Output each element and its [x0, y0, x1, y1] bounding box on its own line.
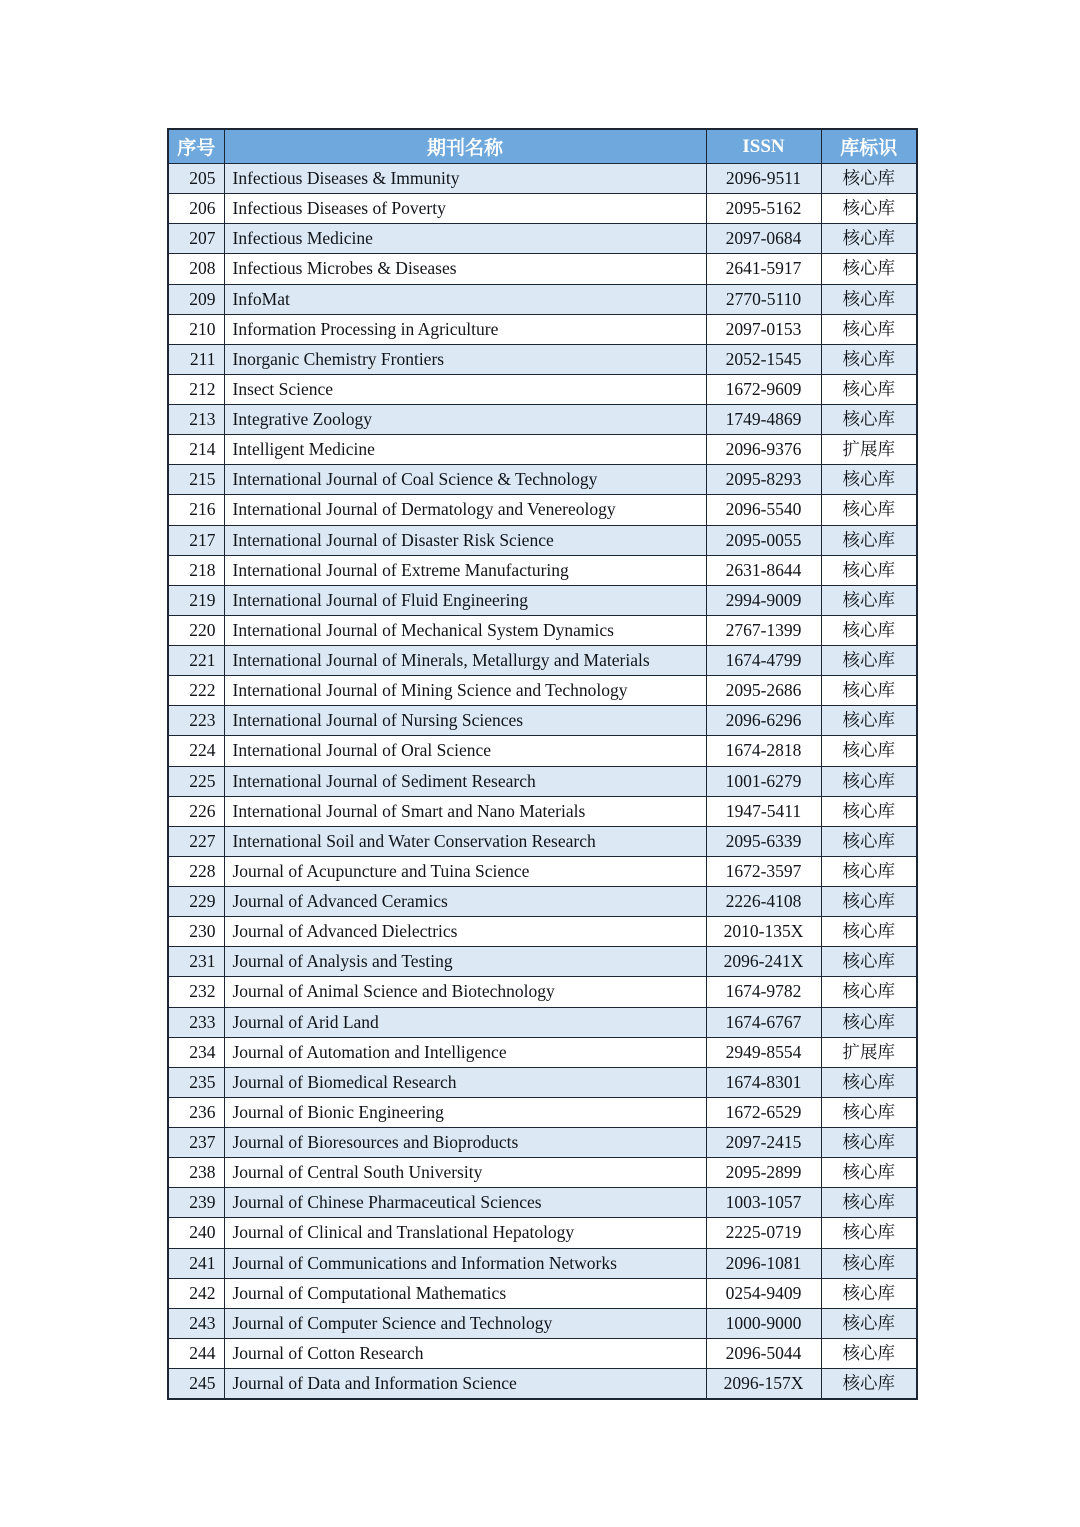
row-index-cell: 243: [168, 1308, 224, 1338]
table-row: [168, 1308, 917, 1338]
db-flag-cell: 核心库: [821, 405, 917, 435]
row-index-cell: 233: [168, 1007, 224, 1037]
row-index-cell: 210: [168, 314, 224, 344]
issn-cell: 2096-6296: [706, 706, 821, 736]
row-index-cell: 240: [168, 1218, 224, 1248]
journal-name-cell: Infectious Diseases & Immunity: [224, 164, 706, 194]
table-row: [168, 766, 917, 796]
db-flag-cell: 核心库: [821, 1007, 917, 1037]
table-row: [168, 164, 917, 194]
db-flag-cell: 核心库: [821, 465, 917, 495]
journal-name-cell: Journal of Analysis and Testing: [224, 947, 706, 977]
db-flag-cell: 核心库: [821, 555, 917, 585]
header-row: [168, 129, 917, 164]
journal-name-cell: Journal of Data and Information Science: [224, 1369, 706, 1400]
journal-name-cell: International Journal of Oral Science: [224, 736, 706, 766]
issn-cell: 2949-8554: [706, 1037, 821, 1067]
issn-cell: 1674-6767: [706, 1007, 821, 1037]
issn-cell: 1672-6529: [706, 1097, 821, 1127]
issn-cell: 1947-5411: [706, 796, 821, 826]
journal-name-cell: International Journal of Fluid Engineering: [224, 585, 706, 615]
row-index-cell: 244: [168, 1338, 224, 1368]
journal-name-cell: International Journal of Coal Science & Technology: [224, 465, 706, 495]
table-row: [168, 224, 917, 254]
table-row: [168, 585, 917, 615]
db-flag-cell: 核心库: [821, 856, 917, 886]
issn-cell: 2225-0719: [706, 1218, 821, 1248]
journal-name-cell: International Journal of Minerals, Metallurgy and Materials: [224, 646, 706, 676]
row-index-cell: 230: [168, 917, 224, 947]
db-flag-cell: 核心库: [821, 1158, 917, 1188]
table-row: [168, 405, 917, 435]
issn-cell: 2641-5917: [706, 254, 821, 284]
issn-cell: 2095-5162: [706, 194, 821, 224]
db-flag-cell: 核心库: [821, 796, 917, 826]
row-index-cell: 245: [168, 1369, 224, 1400]
row-index-cell: 212: [168, 374, 224, 404]
db-flag-cell: 核心库: [821, 374, 917, 404]
row-index-cell: 228: [168, 856, 224, 886]
row-index-cell: 209: [168, 284, 224, 314]
journal-name-cell: Journal of Animal Science and Biotechnology: [224, 977, 706, 1007]
db-flag-cell: 核心库: [821, 887, 917, 917]
db-flag-cell: 核心库: [821, 676, 917, 706]
issn-cell: 2096-5540: [706, 495, 821, 525]
row-index-cell: 225: [168, 766, 224, 796]
journal-name-cell: Integrative Zoology: [224, 405, 706, 435]
journal-name-cell: Journal of Computational Mathematics: [224, 1278, 706, 1308]
issn-cell: 2631-8644: [706, 555, 821, 585]
issn-cell: 2097-0684: [706, 224, 821, 254]
db-flag-cell: 核心库: [821, 314, 917, 344]
row-index-cell: 229: [168, 887, 224, 917]
row-index-cell: 215: [168, 465, 224, 495]
db-flag-cell: 核心库: [821, 1188, 917, 1218]
table-row: [168, 615, 917, 645]
issn-cell: 2095-2686: [706, 676, 821, 706]
row-index-cell: 220: [168, 615, 224, 645]
journal-name-cell: Journal of Computer Science and Technology: [224, 1308, 706, 1338]
db-flag-cell: 核心库: [821, 254, 917, 284]
db-flag-cell: 核心库: [821, 826, 917, 856]
column-header-issn: ISSN: [706, 129, 821, 164]
db-flag-cell: 核心库: [821, 1308, 917, 1338]
issn-cell: 2096-5044: [706, 1338, 821, 1368]
journal-name-cell: Journal of Clinical and Translational Hepatology: [224, 1218, 706, 1248]
journal-name-cell: Journal of Automation and Intelligence: [224, 1037, 706, 1067]
table-row: [168, 555, 917, 585]
row-index-cell: 218: [168, 555, 224, 585]
row-index-cell: 216: [168, 495, 224, 525]
journal-table: [167, 128, 918, 1400]
issn-cell: 1003-1057: [706, 1188, 821, 1218]
row-index-cell: 205: [168, 164, 224, 194]
row-index-cell: 234: [168, 1037, 224, 1067]
table-row: [168, 1007, 917, 1037]
issn-cell: 2096-9376: [706, 435, 821, 465]
db-flag-cell: 核心库: [821, 977, 917, 1007]
journal-name-cell: International Journal of Disaster Risk Science: [224, 525, 706, 555]
row-index-cell: 239: [168, 1188, 224, 1218]
table-row: [168, 1369, 917, 1400]
table-row: [168, 1158, 917, 1188]
issn-cell: 1674-8301: [706, 1067, 821, 1097]
journal-name-cell: InfoMat: [224, 284, 706, 314]
issn-cell: 2052-1545: [706, 344, 821, 374]
db-flag-cell: 核心库: [821, 1218, 917, 1248]
table-row: [168, 374, 917, 404]
table-row: [168, 284, 917, 314]
issn-cell: 2226-4108: [706, 887, 821, 917]
row-index-cell: 232: [168, 977, 224, 1007]
db-flag-cell: 核心库: [821, 344, 917, 374]
issn-cell: 1674-2818: [706, 736, 821, 766]
row-index-cell: 208: [168, 254, 224, 284]
table-row: [168, 1218, 917, 1248]
issn-cell: 2097-2415: [706, 1128, 821, 1158]
issn-cell: 2096-157X: [706, 1369, 821, 1400]
db-flag-cell: 核心库: [821, 1278, 917, 1308]
row-index-cell: 231: [168, 947, 224, 977]
journal-name-cell: Journal of Acupuncture and Tuina Science: [224, 856, 706, 886]
journal-name-cell: Information Processing in Agriculture: [224, 314, 706, 344]
db-flag-cell: 核心库: [821, 1067, 917, 1097]
table-row: [168, 977, 917, 1007]
table-row: [168, 1278, 917, 1308]
table-row: [168, 465, 917, 495]
issn-cell: 1001-6279: [706, 766, 821, 796]
db-flag-cell: 核心库: [821, 917, 917, 947]
row-index-cell: 214: [168, 435, 224, 465]
db-flag-cell: 核心库: [821, 646, 917, 676]
table-row: [168, 887, 917, 917]
column-header-index: 序号: [168, 129, 224, 164]
db-flag-cell: 核心库: [821, 1097, 917, 1127]
row-index-cell: 207: [168, 224, 224, 254]
row-index-cell: 236: [168, 1097, 224, 1127]
journal-name-cell: Infectious Medicine: [224, 224, 706, 254]
db-flag-cell: 核心库: [821, 736, 917, 766]
table-row: [168, 254, 917, 284]
db-flag-cell: 核心库: [821, 585, 917, 615]
journal-name-cell: Journal of Advanced Ceramics: [224, 887, 706, 917]
table-row: [168, 495, 917, 525]
db-flag-cell: 核心库: [821, 194, 917, 224]
db-flag-cell: 核心库: [821, 1369, 917, 1400]
issn-cell: 2097-0153: [706, 314, 821, 344]
issn-cell: 2095-2899: [706, 1158, 821, 1188]
issn-cell: 2096-241X: [706, 947, 821, 977]
issn-cell: 0254-9409: [706, 1278, 821, 1308]
table-row: [168, 646, 917, 676]
journal-name-cell: Infectious Microbes & Diseases: [224, 254, 706, 284]
journal-name-cell: International Journal of Dermatology and Venereology: [224, 495, 706, 525]
table-row: [168, 796, 917, 826]
row-index-cell: 227: [168, 826, 224, 856]
db-flag-cell: 核心库: [821, 1338, 917, 1368]
row-index-cell: 238: [168, 1158, 224, 1188]
db-flag-cell: 核心库: [821, 615, 917, 645]
row-index-cell: 206: [168, 194, 224, 224]
table-row: [168, 1097, 917, 1127]
issn-cell: 2095-0055: [706, 525, 821, 555]
table-row: [168, 856, 917, 886]
db-flag-cell: 核心库: [821, 495, 917, 525]
issn-cell: 1674-9782: [706, 977, 821, 1007]
table-row: [168, 706, 917, 736]
issn-cell: 1674-4799: [706, 646, 821, 676]
db-flag-cell: 核心库: [821, 525, 917, 555]
table-row: [168, 1037, 917, 1067]
issn-cell: 2095-6339: [706, 826, 821, 856]
db-flag-cell: 核心库: [821, 706, 917, 736]
issn-cell: 1672-3597: [706, 856, 821, 886]
journal-name-cell: International Journal of Mechanical System Dynamics: [224, 615, 706, 645]
table-header: [168, 129, 917, 164]
journal-name-cell: Journal of Central South University: [224, 1158, 706, 1188]
table-row: [168, 314, 917, 344]
journal-name-cell: Journal of Arid Land: [224, 1007, 706, 1037]
table-row: [168, 1248, 917, 1278]
issn-cell: 2994-9009: [706, 585, 821, 615]
journal-name-cell: International Journal of Smart and Nano Materials: [224, 796, 706, 826]
journal-name-cell: Journal of Cotton Research: [224, 1338, 706, 1368]
issn-cell: 1672-9609: [706, 374, 821, 404]
issn-cell: 2767-1399: [706, 615, 821, 645]
db-flag-cell: 核心库: [821, 164, 917, 194]
table-row: [168, 525, 917, 555]
issn-cell: 2096-9511: [706, 164, 821, 194]
row-index-cell: 221: [168, 646, 224, 676]
db-flag-cell: 核心库: [821, 1128, 917, 1158]
row-index-cell: 217: [168, 525, 224, 555]
journal-name-cell: Inorganic Chemistry Frontiers: [224, 344, 706, 374]
table-row: [168, 826, 917, 856]
table-row: [168, 917, 917, 947]
row-index-cell: 224: [168, 736, 224, 766]
column-header-db-flag: 库标识: [821, 129, 917, 164]
issn-cell: 2010-135X: [706, 917, 821, 947]
row-index-cell: 241: [168, 1248, 224, 1278]
row-index-cell: 211: [168, 344, 224, 374]
table-row: [168, 947, 917, 977]
journal-name-cell: Insect Science: [224, 374, 706, 404]
row-index-cell: 219: [168, 585, 224, 615]
journal-name-cell: International Journal of Extreme Manufacturing: [224, 555, 706, 585]
table-row: [168, 194, 917, 224]
table-row: [168, 435, 917, 465]
journal-name-cell: International Journal of Sediment Research: [224, 766, 706, 796]
db-flag-cell: 扩展库: [821, 1037, 917, 1067]
row-index-cell: 242: [168, 1278, 224, 1308]
journal-name-cell: Infectious Diseases of Poverty: [224, 194, 706, 224]
journal-name-cell: Journal of Bioresources and Bioproducts: [224, 1128, 706, 1158]
table-row: [168, 1338, 917, 1368]
row-index-cell: 222: [168, 676, 224, 706]
row-index-cell: 213: [168, 405, 224, 435]
row-index-cell: 223: [168, 706, 224, 736]
db-flag-cell: 扩展库: [821, 435, 917, 465]
issn-cell: 1749-4869: [706, 405, 821, 435]
journal-name-cell: International Journal of Nursing Sciences: [224, 706, 706, 736]
journal-name-cell: Journal of Biomedical Research: [224, 1067, 706, 1097]
column-header-journal-name: 期刊名称: [224, 129, 706, 164]
journal-name-cell: International Journal of Mining Science and Technology: [224, 676, 706, 706]
db-flag-cell: 核心库: [821, 224, 917, 254]
journal-name-cell: Journal of Communications and Information Networks: [224, 1248, 706, 1278]
table-row: [168, 1188, 917, 1218]
db-flag-cell: 核心库: [821, 284, 917, 314]
issn-cell: 2770-5110: [706, 284, 821, 314]
db-flag-cell: 核心库: [821, 947, 917, 977]
row-index-cell: 237: [168, 1128, 224, 1158]
issn-cell: 2095-8293: [706, 465, 821, 495]
table-row: [168, 1128, 917, 1158]
issn-cell: 1000-9000: [706, 1308, 821, 1338]
table-row: [168, 736, 917, 766]
db-flag-cell: 核心库: [821, 766, 917, 796]
journal-name-cell: Journal of Bionic Engineering: [224, 1097, 706, 1127]
row-index-cell: 235: [168, 1067, 224, 1097]
db-flag-cell: 核心库: [821, 1248, 917, 1278]
journal-name-cell: Journal of Advanced Dielectrics: [224, 917, 706, 947]
row-index-cell: 226: [168, 796, 224, 826]
table-row: [168, 1067, 917, 1097]
issn-cell: 2096-1081: [706, 1248, 821, 1278]
table-row: [168, 344, 917, 374]
journal-name-cell: International Soil and Water Conservation Research: [224, 826, 706, 856]
journal-name-cell: Intelligent Medicine: [224, 435, 706, 465]
table-row: [168, 676, 917, 706]
table-body: [168, 164, 917, 1400]
journal-name-cell: Journal of Chinese Pharmaceutical Sciences: [224, 1188, 706, 1218]
